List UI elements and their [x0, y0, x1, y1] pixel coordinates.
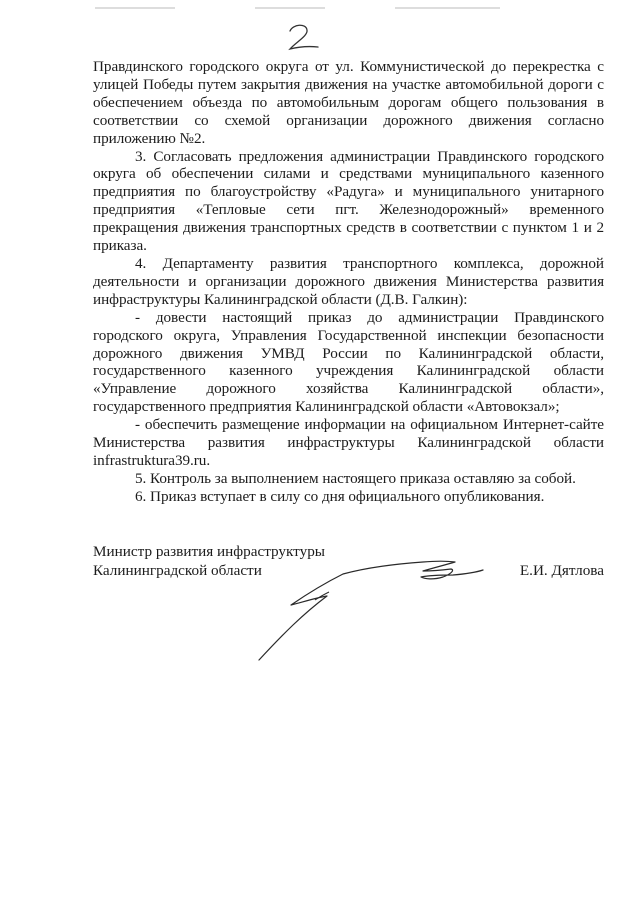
signatory-position-line-2: Калининградской области [93, 562, 262, 579]
paragraph-item-3: 3. Согласовать предложения администрации Правдинского городского округа об обеспечении силами и средствами муниципального казенного предприятия по благоустройству «Радуга» и муниципального унитарного предприятия «Тепловые сети пгт. Железнодорожный» временного прекращения движения транспортных средств в соответствии с пунктом 1 и 2 приказа. [93, 147, 604, 255]
paragraph-item-4-bullet-2: - обеспечить размещение информации на официальном Интернет-сайте Министерства развития инфраструктуры Калининградской области infrastruktura39.ru. [93, 416, 604, 469]
paragraph-continuation: Правдинского городского округа от ул. Коммунистической до перекрестка с улицей Победы путем закрытия движения на участке автомобильной дороги с обеспечением объезда по автомобильным дорогам общего пользования в соответствии со схемой организации дорожного движения согласно приложению №2. [93, 58, 604, 147]
paragraph-item-5: 5. Контроль за выполнением настоящего приказа оставляю за собой. [135, 469, 576, 487]
handwritten-signature [255, 548, 485, 663]
signatory-position-line-1: Министр развития инфраструктуры [93, 543, 326, 560]
handwritten-page-number [284, 22, 324, 52]
paragraph-item-4: 4. Департаменту развития транспортного комплекса, дорожной деятельности и организации дорожного движения Министерства развития инфраструктуры Калининградской области (Д.В. Галкин): [93, 254, 604, 308]
paragraph-item-4-bullet-1: - довести настоящий приказ до администрации Правдинского городского округа, Управления Государственной инспекции безопасности дорожного движения УМВД России по Калининградской области, государственного казенного учреждения Калининградской области «Управление дорожного хозяйства Калининградской области», государственного предприятия Калининградской области «Автовокзал»; [93, 308, 604, 416]
signatory-name: Е.И. Дятлова [519, 562, 604, 579]
paragraph-item-6: 6. Приказ вступает в силу со дня официального опубликования. [135, 487, 545, 505]
scan-edge-marks [0, 0, 640, 6]
document-body [93, 58, 604, 506]
